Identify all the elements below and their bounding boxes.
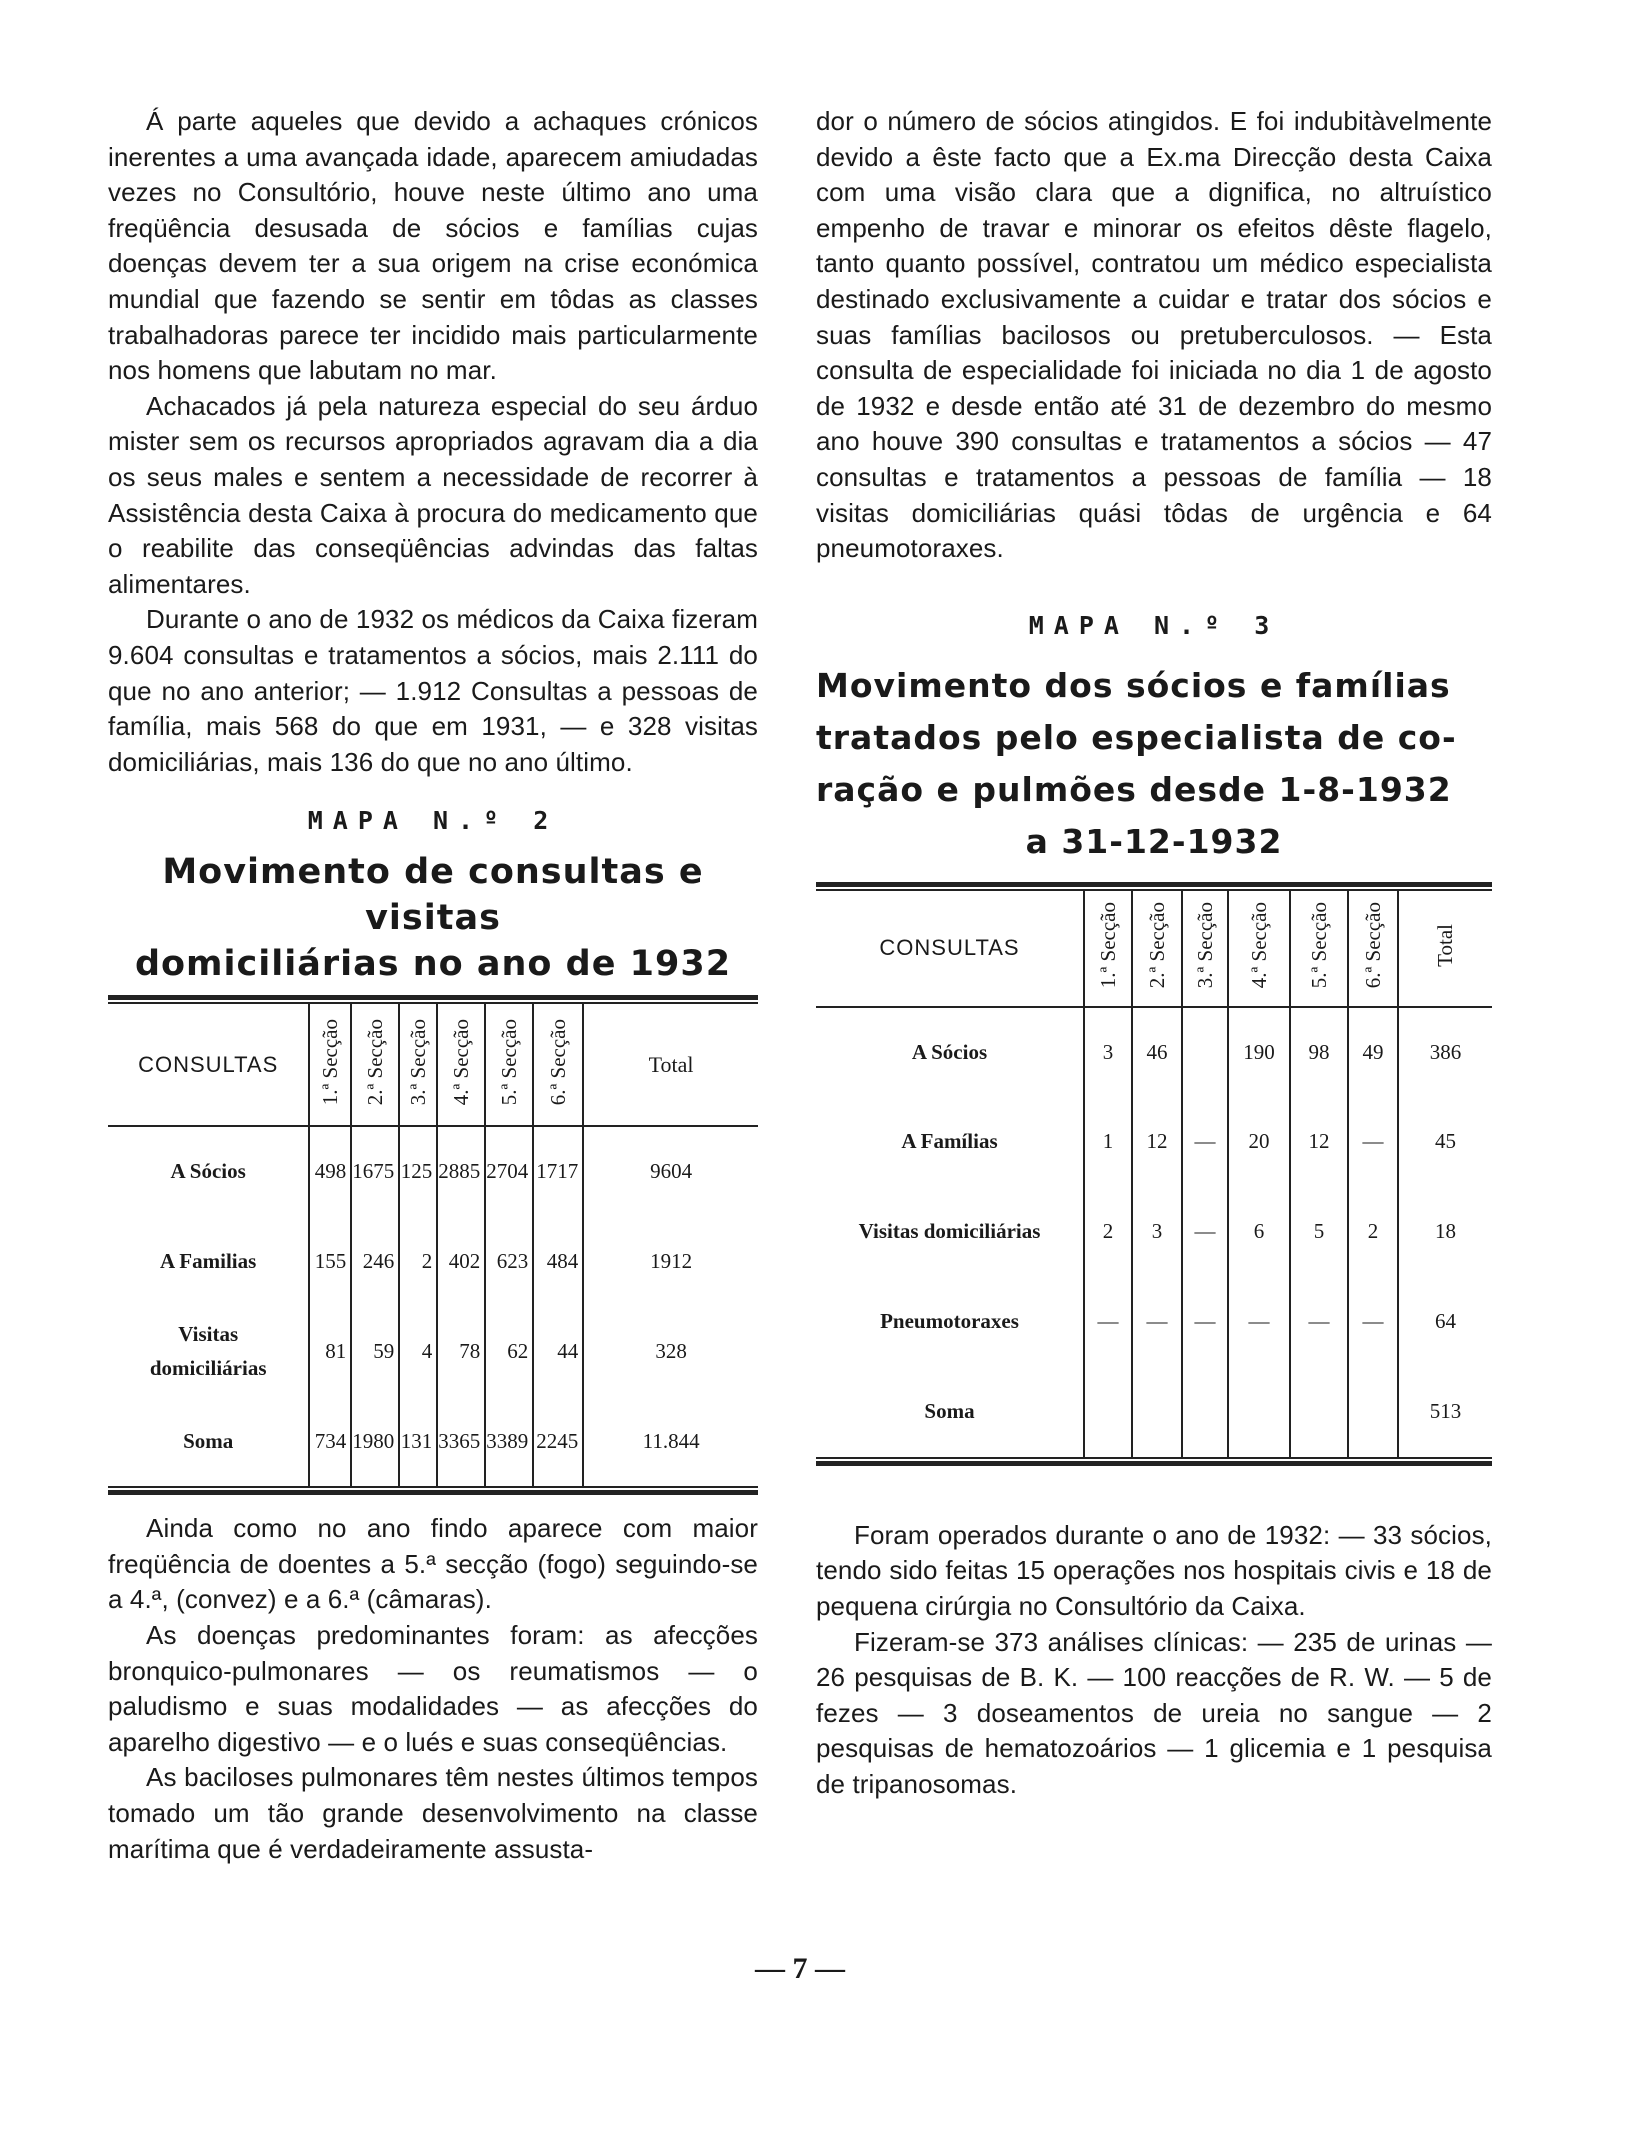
cell: 6 <box>1228 1187 1290 1277</box>
cell: — <box>1348 1277 1398 1367</box>
mapa-3-header-seccao-1: 1.ª Secção <box>1084 891 1132 1007</box>
table-row <box>108 1126 758 1216</box>
paragraph: Fizeram-se 373 análises clínicas: — 235 de urinas — 26 pesquisas de B. K. — 100 reacções de R. W. — 5 de fezes — 3 doseamentos de ureia no sangue — 2 pesquisas de hematozoários — 1 glicemia e 1 pesquisa de tripanosomas. <box>816 1626 1492 1799</box>
row-label: Soma <box>108 1396 309 1486</box>
cell: 49 <box>1348 1007 1398 1097</box>
cell: 1 <box>1084 1097 1132 1187</box>
paragraph: Foram operados durante o ano de 1932: — 33 sócios, tendo sido feitas 15 operações nos hospitais civis e 18 de pequena cirúrgia no Consultório da Caixa. <box>816 1519 1492 1621</box>
mapa-2-title-line-2: domiciliárias no ano de 1932 <box>134 944 732 985</box>
cell: 12 <box>1290 1097 1348 1187</box>
cell <box>1228 1367 1290 1457</box>
cell: 12 <box>1132 1097 1182 1187</box>
total-cell: 1912 <box>583 1216 758 1306</box>
row-label <box>108 1306 309 1396</box>
table-row <box>816 1367 1492 1457</box>
cell: — <box>1228 1277 1290 1367</box>
cell: 62 <box>485 1306 533 1396</box>
mapa-3-title-line-3: ração e pulmões desde 1-8-1932 <box>816 769 1452 809</box>
paragraph: As doenças predominantes foram: as afecções bronquico-pulmonares — os reumatismos — o paludismo e suas modalidades — as afecções do aparelho digestivo — e o lués e suas conseqüências. <box>108 1620 758 1757</box>
cell: 3389 <box>485 1396 533 1486</box>
row-label: Pneumotoraxes <box>816 1277 1084 1367</box>
row-label-line-2: domiciliárias <box>149 1356 267 1381</box>
cell: — <box>1348 1097 1398 1187</box>
cell: 20 <box>1228 1097 1290 1187</box>
cell: 125 <box>399 1126 437 1216</box>
row-label: Visitas domiciliárias <box>816 1187 1084 1277</box>
table-row <box>108 1396 758 1486</box>
total-cell: 64 <box>1398 1277 1492 1367</box>
mapa-3-header-seccao-2: 2.ª Secção <box>1132 891 1182 1007</box>
total-cell: 513 <box>1398 1367 1492 1457</box>
cell: 2704 <box>485 1126 533 1216</box>
cell: 5 <box>1290 1187 1348 1277</box>
row-label: A Sócios <box>816 1007 1084 1097</box>
mapa-2-header-seccao-5: 5.ª Secção <box>485 1004 533 1126</box>
mapa-2-header-seccao-2: 2.ª Secção <box>351 1004 399 1126</box>
mapa-3-title-line-2: tratados pelo especialista de co- <box>816 717 1457 757</box>
cell: 1675 <box>351 1126 399 1216</box>
cell: 623 <box>485 1216 533 1306</box>
cell <box>1182 1367 1228 1457</box>
table-top-rule <box>816 882 1492 887</box>
mapa-2-header-seccao-3: 3.ª Secção <box>399 1004 437 1126</box>
cell: 98 <box>1290 1007 1348 1097</box>
cell: — <box>1132 1277 1182 1367</box>
row-label: A Famílias <box>816 1097 1084 1187</box>
cell: 59 <box>351 1306 399 1396</box>
cell: 4 <box>399 1306 437 1396</box>
paragraph: Á parte aqueles que devido a achaques crónicos inerentes a uma avançada idade, aparecem amiudadas vezes no Consultório, houve neste último ano uma freqüência desusada de sócios e famílias cujas doenças devem ter a sua origem na crise económica mundial que fazendo se sentir em tôdas as classes trabalhadoras parece ter incidido mais particularmente nos homens que labutam no mar. <box>108 106 758 386</box>
table-row <box>816 1007 1492 1097</box>
cell: 2 <box>1084 1187 1132 1277</box>
table-row <box>816 1277 1492 1367</box>
cell: 246 <box>351 1216 399 1306</box>
cell: 3365 <box>437 1396 485 1486</box>
row-label-line-1: Visitas <box>178 1322 239 1347</box>
total-cell: 18 <box>1398 1187 1492 1277</box>
mapa-3-label: MAPA N.º 3 <box>1028 610 1280 640</box>
mapa-2-title-line-1: Movimento de consultas e visitas <box>162 852 704 939</box>
page-number: — 7 — <box>755 1952 845 1985</box>
table-row <box>816 1187 1492 1277</box>
mapa-2-table <box>108 1004 758 1486</box>
cell: 81 <box>309 1306 351 1396</box>
mapa-3-title-line-4: a 31-12-1932 <box>1025 821 1283 861</box>
paragraph: As baciloses pulmonares têm nestes últimos tempos tomado um tão grande desenvolvimento na classe marítima que é verdadeiramente assusta- <box>108 1762 758 1864</box>
cell: 734 <box>309 1396 351 1486</box>
mapa-3-corner-header: CONSULTAS <box>816 891 1084 1007</box>
cell: 78 <box>437 1306 485 1396</box>
paragraph: dor o número de sócios atingidos. E foi indubitàvelmente devido a êste facto que a Ex.ma Direcção desta Caixa com uma visão clara que a dignifica, no altruístico empenho de travar e minorar os efeitos dêste flagelo, tanto quanto possível, contratou um médico especialista destinado exclusivamente a cuidar e tratar dos sócios e suas famílias bacilosos ou pretuberculosos. — Esta consulta de especialidade foi iniciada no dia 1 de agosto de 1932 e desde então até 31 de dezembro do mesmo ano houve 390 consultas e tratamentos a sócios — 47 consultas e tratamentos a pessoas de família — 18 visitas domiciliárias quási tôdas de urgência e 64 pneumotoraxes. <box>816 106 1492 564</box>
mapa-3-title-line-1: Movimento dos sócios e famílias <box>816 665 1451 705</box>
mapa-2-corner-header: CONSULTAS <box>108 1004 309 1126</box>
mapa-2-header-total: Total <box>583 1004 758 1126</box>
cell <box>1182 1007 1228 1097</box>
mapa-3-header-seccao-5: 5.ª Secção <box>1290 891 1348 1007</box>
right-column <box>816 104 1492 1802</box>
paragraph: Achacados já pela natureza especial do seu árduo mister sem os recursos apropriados agravam dia a dia os seus males e sentem a necessidade de recorrer à Assistência desta Caixa à procura do medicamento que o reabilite das conseqüências advindas das faltas alimentares. <box>108 390 758 599</box>
table-row <box>816 1097 1492 1187</box>
mapa-2-header-seccao-4: 4.ª Secção <box>437 1004 485 1126</box>
cell <box>1084 1367 1132 1457</box>
cell: 402 <box>437 1216 485 1306</box>
mapa-3-header-seccao-4: 4.ª Secção <box>1228 891 1290 1007</box>
cell: 2 <box>399 1216 437 1306</box>
cell: 2245 <box>533 1396 583 1486</box>
total-cell: 45 <box>1398 1097 1492 1187</box>
cell: 498 <box>309 1126 351 1216</box>
cell: — <box>1084 1277 1132 1367</box>
cell: 2885 <box>437 1126 485 1216</box>
total-cell: 11.844 <box>583 1396 758 1486</box>
table-row <box>108 1216 758 1306</box>
cell <box>1290 1367 1348 1457</box>
table-row <box>108 1306 758 1396</box>
total-cell: 328 <box>583 1306 758 1396</box>
table-bottom-rule-thin <box>108 1486 758 1488</box>
row-label: A Familias <box>108 1216 309 1306</box>
row-label: Soma <box>816 1367 1084 1457</box>
total-cell: 386 <box>1398 1007 1492 1097</box>
cell: 3 <box>1132 1187 1182 1277</box>
mapa-2-header-seccao-1: 1.ª Secção <box>309 1004 351 1126</box>
table-bottom-rule-thin <box>816 1457 1492 1459</box>
left-column <box>108 104 758 1867</box>
table-top-rule <box>108 995 758 1000</box>
paragraph: Ainda como no ano findo aparece com maior freqüência de doentes a 5.ª secção (fogo) seguindo-se a 4.ª, (convez) e a 6.ª (câmaras). <box>108 1513 758 1615</box>
mapa-3-table <box>816 891 1492 1457</box>
mapa-2-header-seccao-6: 6.ª Secção <box>533 1004 583 1126</box>
cell: 1717 <box>533 1126 583 1216</box>
cell: 1980 <box>351 1396 399 1486</box>
cell: 2 <box>1348 1187 1398 1277</box>
cell: 155 <box>309 1216 351 1306</box>
paragraph: Durante o ano de 1932 os médicos da Caixa fizeram 9.604 consultas e tratamentos a sócios, mais 2.111 do que no ano anterior; — 1.912 Consultas a pessoas de família, mais 568 do que em 1931, — e 328 visitas domiciliárias, mais 136 do que no ano último. <box>108 604 758 777</box>
mapa-2-label: MAPA N.º 2 <box>307 806 559 836</box>
cell: 190 <box>1228 1007 1290 1097</box>
cell: 131 <box>399 1396 437 1486</box>
cell: 46 <box>1132 1007 1182 1097</box>
cell: 484 <box>533 1216 583 1306</box>
cell: 44 <box>533 1306 583 1396</box>
mapa-3-header-total: Total <box>1398 891 1492 1007</box>
mapa-3-header-seccao-3: 3.ª Secção <box>1182 891 1228 1007</box>
cell: — <box>1182 1097 1228 1187</box>
cell: 3 <box>1084 1007 1132 1097</box>
cell: — <box>1182 1187 1228 1277</box>
cell <box>1132 1367 1182 1457</box>
cell: — <box>1290 1277 1348 1367</box>
total-cell: 9604 <box>583 1126 758 1216</box>
cell <box>1348 1367 1398 1457</box>
row-label: A Sócios <box>108 1126 309 1216</box>
cell: — <box>1182 1277 1228 1367</box>
mapa-3-header-seccao-6: 6.ª Secção <box>1348 891 1398 1007</box>
